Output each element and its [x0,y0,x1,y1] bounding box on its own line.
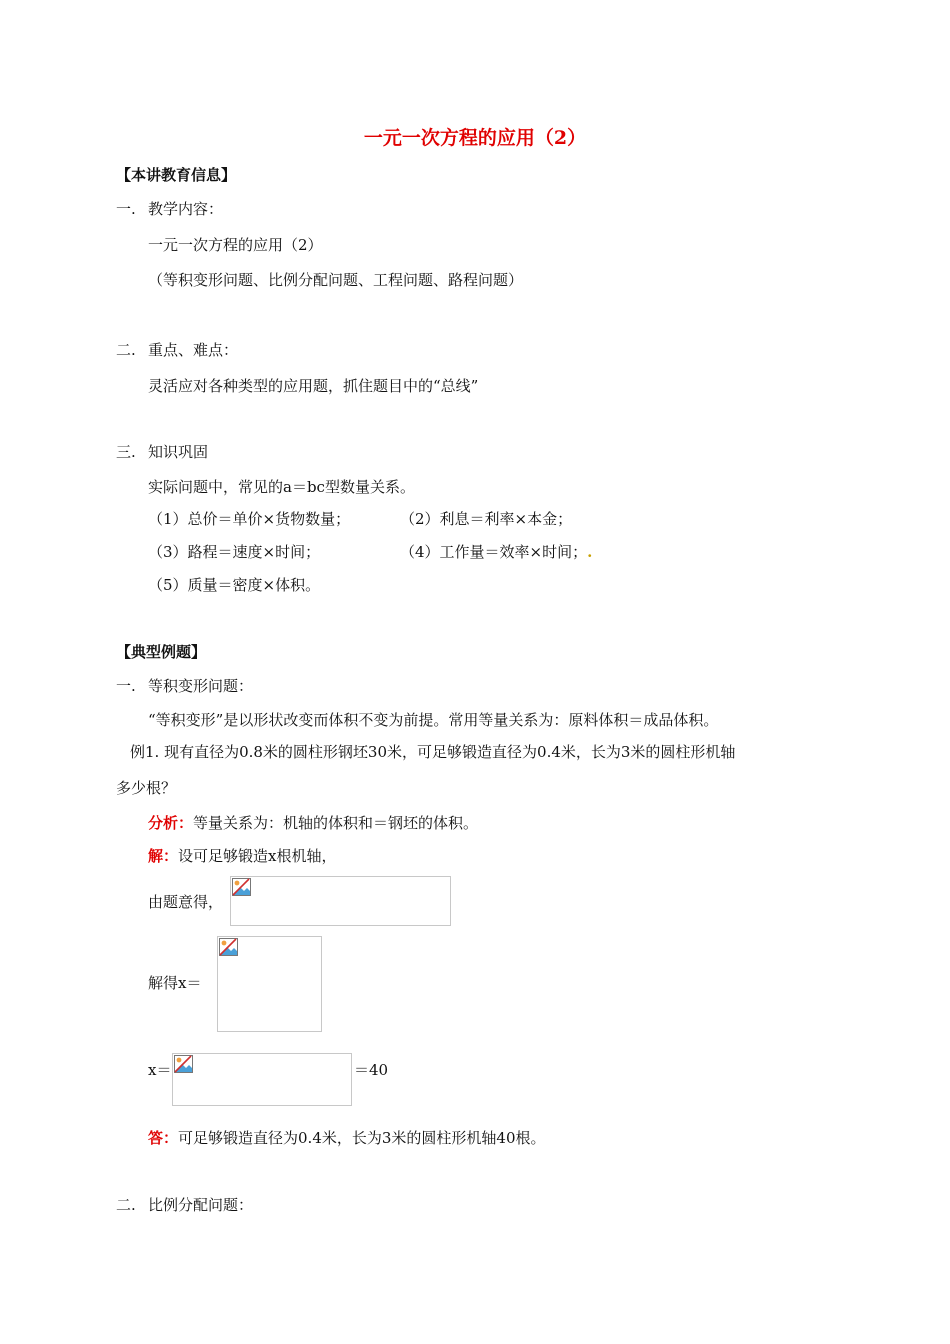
item-number: 一. [116,677,136,695]
x-calc-image [172,1053,352,1106]
formula-3: （3）路程＝速度×时间； [148,543,321,561]
solution-line: 解：设可足够锻造x根机轴， [148,847,337,865]
broken-image-icon [219,938,238,956]
content-line: （等积变形问题、比例分配问题、工程问题、路程问题） [148,271,524,289]
item-title-content: 教学内容： [148,200,224,218]
item-number: 一. [116,200,136,218]
formula-2: （2）利息＝利率×本金； [400,510,573,528]
analysis-line: 分析：等量关系为：机轴的体积和＝钢坯的体积。 [148,814,479,832]
content-line: 一元一次方程的应用（2） [148,236,323,254]
item-number: 二. [116,341,136,359]
solution-label: 解： [148,847,179,865]
example-1-question-cont: 多少根？ [116,779,177,797]
formula-1: （1）总价＝单价×货物数量； [148,510,351,528]
item-title-ratio: 比例分配问题： [148,1196,254,1214]
equation-image [230,876,451,926]
equation-label: 由题意得， [148,893,224,911]
answer-label: 答： [148,1129,179,1147]
section-header-examples: 【典型例题】 [116,643,207,661]
content-line: 实际问题中，常见的a＝bc型数量关系。 [148,478,415,496]
analysis-label: 分析： [148,814,194,832]
result-label: 解得x＝ [148,974,202,992]
item-number: 二. [116,1196,136,1214]
broken-image-icon [232,878,251,896]
item-title-knowledge: 知识巩固 [148,443,209,461]
example-1-question: 例1. 现有直径为0.8米的圆柱形钢坯30米，可足够锻造直径为0.4米，长为3米的圆柱形机轴 [130,743,736,761]
formula-4: （4）工作量＝效率×时间；. [400,543,593,561]
section-header-info: 【本讲教育信息】 [116,166,237,184]
page-title: 一元一次方程的应用（2） [363,127,587,149]
x-label: x＝ [148,1061,172,1079]
x-result: ＝40 [354,1061,389,1079]
result-image [217,936,322,1032]
broken-image-icon [174,1055,193,1073]
content-line: 灵活应对各种类型的应用题，抓住题目中的“总线” [148,377,479,395]
decorative-dot: . [587,543,593,561]
item-title-volume: 等积变形问题： [148,677,254,695]
content-line: “等积变形”是以形状改变而体积不变为前提。常用等量关系为：原料体积＝成品体积。 [148,711,719,729]
item-number: 三. [116,443,136,461]
formula-5: （5）质量＝密度×体积。 [148,576,321,594]
answer-line: 答：可足够锻造直径为0.4米，长为3米的圆柱形机轴40根。 [148,1129,546,1147]
item-title-keypoints: 重点、难点： [148,341,239,359]
